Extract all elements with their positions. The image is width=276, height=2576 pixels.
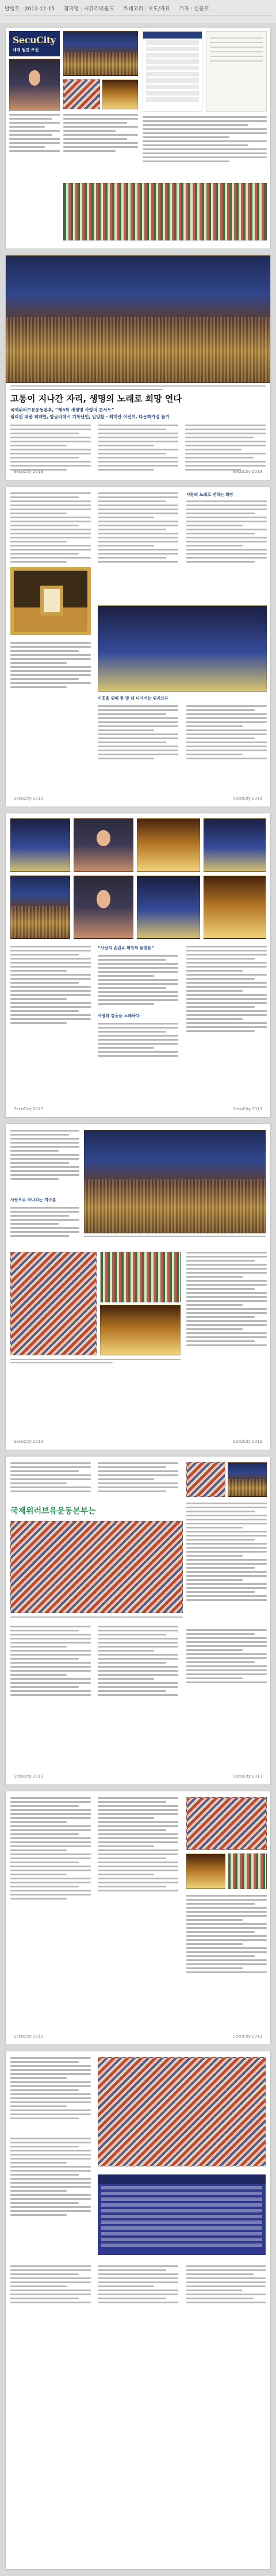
p8-column-1 bbox=[10, 2057, 91, 2122]
logo-sub-text: 세계 월간 조선 bbox=[13, 48, 39, 52]
page-7-folio-right: SecuCity 2013 bbox=[233, 2034, 262, 2039]
page-5-folio-left: SecuCity 2013 bbox=[14, 1439, 43, 1444]
page-1 bbox=[6, 28, 270, 249]
p7-photo-3 bbox=[228, 1853, 267, 1889]
p7-column-2 bbox=[98, 1797, 178, 1894]
p5-boxed-title-1: 사랑으로 하나되는 지구촌 bbox=[10, 1198, 56, 1202]
performer-photo-4 bbox=[204, 818, 266, 872]
p6-top-photo-1 bbox=[186, 1462, 225, 1497]
page-2 bbox=[6, 255, 270, 480]
cover-document-thumbnail bbox=[206, 31, 267, 112]
article-meta-header bbox=[0, 0, 276, 24]
article-subheadline-1: 국제위러브유운동본부, “제5회 새생명 사랑의 콘서트” bbox=[10, 407, 114, 412]
p7-photo-2 bbox=[186, 1853, 225, 1889]
p3-body-column-1 bbox=[10, 492, 91, 565]
p3-bottom-column-b bbox=[186, 705, 267, 762]
body-column-3 bbox=[185, 425, 266, 473]
page-4 bbox=[6, 813, 270, 1117]
page-6-folio-right: SecuCity 2013 bbox=[233, 1774, 262, 1779]
volunteer-photo-1 bbox=[10, 1252, 97, 1355]
page-4-folio-right: SecuCity 2013 bbox=[233, 1107, 262, 1111]
p4-body-column-2b bbox=[98, 1023, 178, 1059]
meta-category: 카테고리 : 보도/자료 bbox=[123, 6, 170, 12]
performer-photo-6 bbox=[74, 876, 133, 939]
group-gathering-photo bbox=[10, 1521, 183, 1613]
cover-stage-photo bbox=[102, 79, 138, 109]
meta-date: 발행호 : 2012-12-15 bbox=[5, 6, 55, 12]
body-column-2 bbox=[98, 425, 178, 473]
page-3-folio-right: SecuCity 2013 bbox=[233, 796, 262, 801]
page-5-folio-right: SecuCity 2013 bbox=[233, 1439, 262, 1444]
p8-bottom-column-3 bbox=[186, 2265, 266, 2306]
p3-lower-text bbox=[10, 642, 91, 690]
page-2-folio-left: SecuCity 2013 bbox=[14, 469, 43, 474]
volunteer-photo-3 bbox=[100, 1305, 181, 1355]
p4-body-column-3 bbox=[186, 946, 267, 1034]
p6-lower-column-2 bbox=[98, 1626, 178, 1698]
p3-boxed-title-1: 사랑의 노래로 전하는 희망 bbox=[186, 492, 233, 497]
concert-banner-photo bbox=[98, 605, 267, 691]
p6-intro-column-1 bbox=[10, 1462, 91, 1495]
p8-bottom-column-1 bbox=[10, 2265, 91, 2306]
p6-top-photo-2 bbox=[228, 1462, 267, 1497]
p7-photo-1 bbox=[186, 1797, 267, 1850]
p6-intro-column-2 bbox=[98, 1462, 178, 1495]
cover-crowd-photo bbox=[63, 79, 100, 109]
p8-column-1b bbox=[10, 2138, 91, 2218]
page-2-folio-right: SecuCity 2013 bbox=[233, 469, 262, 474]
page-3 bbox=[6, 487, 270, 807]
performer-photo-5 bbox=[10, 876, 70, 939]
body-column-1 bbox=[10, 425, 91, 473]
page-8 bbox=[6, 2051, 270, 2569]
meta-magazine: 잡지명 : 시큐리티월드 bbox=[64, 6, 114, 12]
p4-boxed-title-1: “사랑의 손길로 희망의 물결을” bbox=[98, 946, 154, 950]
p4-body-column-2 bbox=[98, 955, 178, 1007]
page-3-folio-left: SecuCity 2013 bbox=[14, 796, 43, 801]
cover-portrait-photo bbox=[9, 59, 60, 110]
performer-photo-1 bbox=[10, 818, 70, 872]
cover-right-column bbox=[143, 116, 267, 165]
p3-bottom-column-a bbox=[98, 705, 178, 762]
relief-event-caption bbox=[84, 1236, 266, 1239]
panorama-caption bbox=[10, 385, 266, 392]
cover-contents-box bbox=[143, 31, 202, 112]
page-7 bbox=[6, 1791, 270, 2044]
p5-body-column-1b bbox=[10, 1207, 79, 1239]
page-4-folio-left: SecuCity 2013 bbox=[14, 1107, 43, 1111]
p6-lower-column-1 bbox=[10, 1626, 91, 1698]
meta-row bbox=[5, 5, 209, 12]
meta-reporter: 기자 : 신문호 bbox=[179, 6, 209, 12]
large-volunteer-group-photo bbox=[98, 2057, 266, 2166]
organization-section-title: 국제위러브유운동본부는 bbox=[10, 1507, 96, 1516]
concert-hall-panorama bbox=[6, 255, 270, 383]
p7-column-3 bbox=[186, 1895, 267, 1975]
trophy-plaque-image bbox=[40, 586, 63, 616]
logo-main-text: SecuCity bbox=[13, 35, 56, 45]
page-5 bbox=[6, 1124, 270, 1450]
p8-bottom-column-2 bbox=[98, 2265, 178, 2306]
p7-column-1 bbox=[10, 1797, 91, 1902]
performer-photo-3 bbox=[137, 818, 200, 872]
cover-bottom-photo bbox=[63, 183, 267, 240]
performer-photo-7 bbox=[137, 876, 200, 939]
volunteer-caption bbox=[10, 1359, 181, 1366]
group-photo-caption bbox=[10, 1616, 183, 1620]
page-6 bbox=[6, 1457, 270, 1784]
article-subheadline-2: 필리핀 태풍 피해민, 방글라데시 기록난민, 임양환 · 최미란 어린이, 다문화가정 돕기 bbox=[10, 414, 170, 419]
p5-body-column-3 bbox=[186, 1252, 267, 1348]
cover-body-column bbox=[63, 114, 138, 154]
page-6-folio-left: SecuCity 2013 bbox=[14, 1774, 43, 1779]
volunteer-photo-2 bbox=[100, 1252, 181, 1302]
p6-lower-column-3 bbox=[186, 1629, 267, 1686]
p4-boxed-title-2: 사랑과 감동을 노래하다 bbox=[98, 1014, 140, 1018]
p3-body-column-3 bbox=[186, 500, 267, 565]
p4-body-column-1 bbox=[10, 946, 91, 1026]
relief-event-photo bbox=[84, 1130, 266, 1233]
p3-body-column-2 bbox=[98, 492, 178, 565]
magazine-logo bbox=[9, 31, 60, 56]
cover-concert-photo bbox=[63, 31, 138, 76]
performer-photo-8 bbox=[204, 876, 266, 939]
p6-right-column bbox=[186, 1503, 267, 1603]
p3-boxed-title-2: 이웃을 위해 한 발 더 다가서는 위러브유 bbox=[98, 696, 168, 701]
cover-text-column bbox=[9, 114, 60, 154]
article-headline: 고통이 지나간 자리, 생명의 노래로 희망 연다 bbox=[10, 393, 182, 404]
performer-photo-2 bbox=[74, 818, 133, 872]
p5-body-column-1 bbox=[10, 1130, 79, 1182]
header-divider bbox=[5, 15, 271, 16]
page-7-folio-left: SecuCity 2013 bbox=[14, 2034, 43, 2039]
organization-info-box bbox=[98, 2174, 266, 2255]
